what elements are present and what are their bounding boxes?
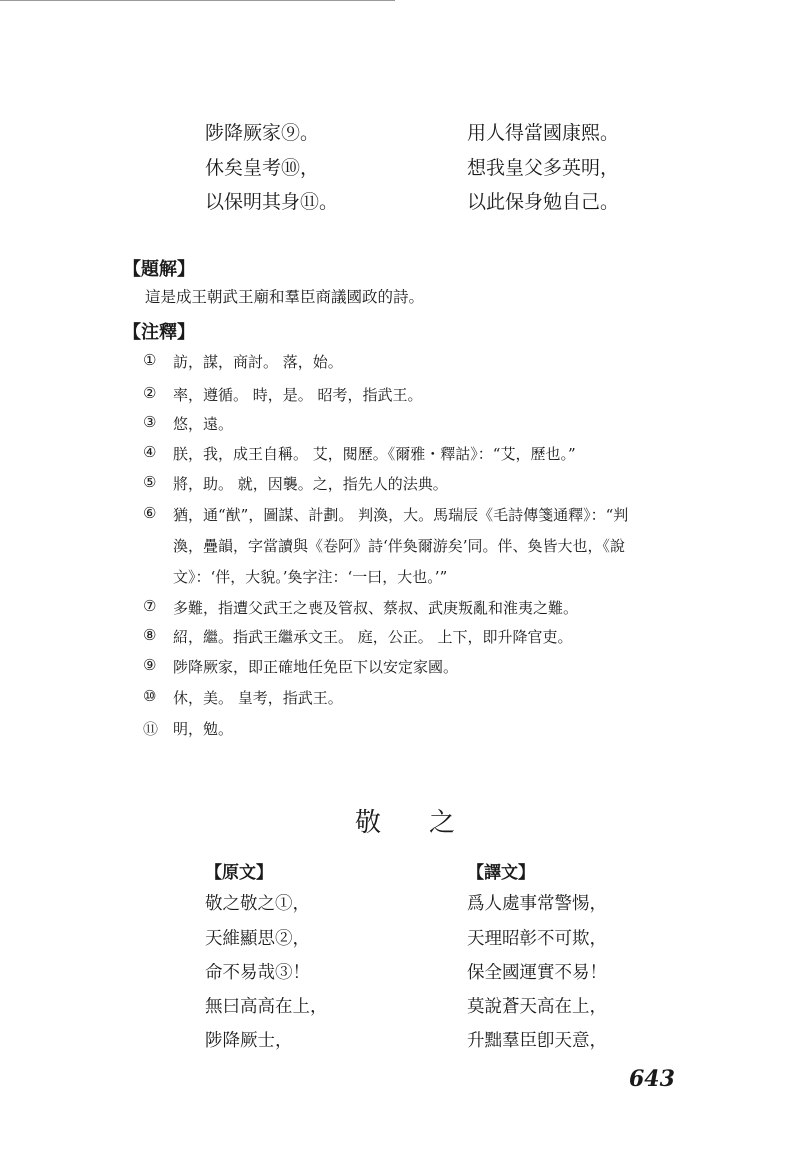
tijie-text: 這是成王朝武王廟和羣臣商議國政的詩。: [145, 288, 425, 306]
poem-original-line: 敬之敬之①，: [205, 894, 310, 914]
note-text: 紹，繼。指武王繼承文王。 庭，公正。 上下，即升降官吏。: [173, 628, 573, 646]
note-8: [143, 626, 573, 646]
note-number: ③: [143, 413, 157, 431]
poem-original-line: 命不易哉③！: [205, 963, 310, 983]
note-number: ②: [143, 384, 157, 402]
original-heading: 【原文】: [205, 863, 273, 883]
note-6: [143, 504, 629, 524]
verse-left-2: 休矣皇考⑩，: [205, 157, 320, 179]
note-11: [143, 718, 234, 739]
poem-translation-line: 升黜羣臣卽天意，: [467, 1031, 607, 1051]
note-text: 將，助。 就，因襲。之，指先人的法典。: [173, 475, 448, 493]
note-9: [143, 656, 459, 676]
note-number: ⑨: [143, 656, 157, 674]
note-text: 悠，遠。: [173, 415, 234, 433]
note-6-line-2: 渙，疊韻，字當讀與《卷阿》詩‘伴奐爾游矣’同。伴、奐皆大也，《說: [173, 537, 626, 555]
note-text: 休，美。 皇考，指武王。: [173, 689, 343, 707]
note-text: 多難，指遭父武王之喪及管叔、蔡叔、武庚叛亂和淮夷之難。: [173, 599, 579, 617]
poem-title: 敬之: [355, 808, 504, 838]
poem-translation-line: 天理昭彰不可欺，: [467, 929, 607, 949]
note-text: 率，遵循。 時，是。 昭考，指武王。: [173, 386, 423, 404]
verse-right-1: 用人得當國康熙。: [467, 122, 620, 144]
note-4: [143, 443, 576, 463]
note-2: [143, 384, 423, 404]
note-6-line-3: 文》：‘伴，大貌。’奐字注：‘一曰，大也。’”: [173, 568, 448, 586]
note-text: 訪，謀，商討。 落，始。: [173, 353, 343, 371]
note-1: [143, 351, 343, 371]
note-text: 陟降厥家，即正確地任免臣下以安定家國。: [173, 658, 459, 676]
poem-translation-line: 爲人處事常警惕，: [467, 894, 607, 914]
translation-heading: 【譯文】: [467, 863, 535, 883]
note-text: 明，勉。: [173, 720, 234, 738]
note-number: ⑪: [143, 720, 159, 738]
note-number: ⑦: [143, 597, 157, 615]
note-number: ④: [143, 443, 157, 461]
note-number: ①: [143, 351, 157, 369]
poem-original-line: 無曰高高在上，: [205, 997, 328, 1017]
verse-left-3: 以保明其身⑪。: [205, 191, 339, 213]
note-3: [143, 413, 234, 433]
top-rule: [0, 0, 395, 1]
zhushi-heading: 【注釋】: [123, 322, 195, 343]
poem-translation-line: 保全國運實不易！: [467, 963, 607, 983]
verse-right-2: 想我皇父多英明，: [467, 157, 620, 179]
note-number: ⑥: [143, 504, 157, 522]
poem-translation-line: 莫說蒼天高在上，: [467, 997, 607, 1017]
poem-original-line: 天維顯思②，: [205, 929, 310, 949]
note-10: [143, 687, 343, 707]
note-number: ⑩: [143, 687, 157, 705]
note-7: [143, 597, 579, 617]
verse-right-3: 以此保身勉自己。: [467, 191, 620, 213]
note-number: ⑤: [143, 473, 157, 491]
poem-original-line: 陟降厥士，: [205, 1031, 293, 1051]
verse-left-1: 陟降厥家⑨。: [205, 122, 320, 144]
note-text: 朕，我，成王自稱。 艾，閱歷。《爾雅・釋詁》：“艾，歷也。”: [173, 445, 576, 463]
tijie-heading: 【題解】: [123, 259, 195, 280]
note-5: [143, 473, 448, 493]
page-number: 643: [629, 1066, 675, 1092]
note-number: ⑧: [143, 626, 157, 644]
note-text: 猶，通“猷”，圖謀、計劃。 判渙，大。馬瑞辰《毛詩傳箋通釋》：“判: [173, 506, 629, 524]
